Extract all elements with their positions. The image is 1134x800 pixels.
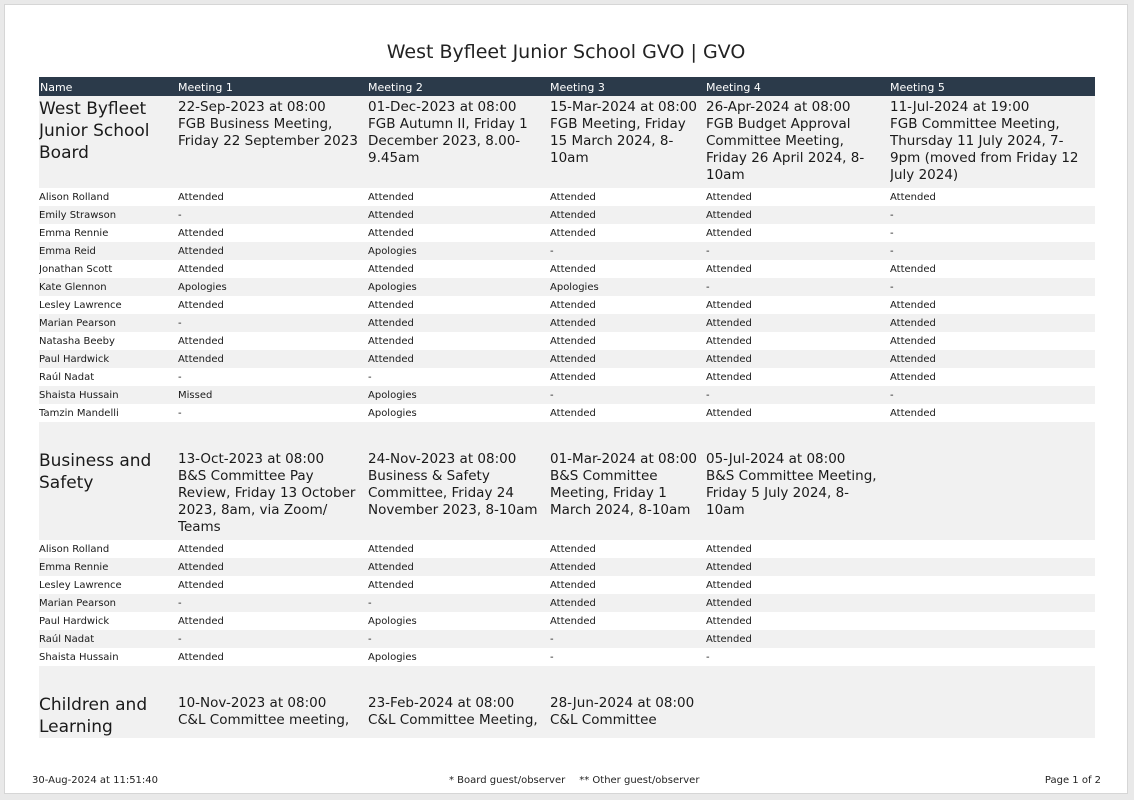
attendance-status: - (550, 630, 706, 648)
attendance-status: Attended (178, 579, 224, 591)
attendance-status: Attended (550, 558, 706, 576)
meeting-info (706, 692, 890, 738)
section-header-row (39, 96, 1095, 188)
member-name: Shaista Hussain (39, 386, 178, 404)
header-meeting-4: Meeting 4 (706, 77, 890, 96)
attendance-status: Attended (890, 350, 1095, 368)
attendance-status: Attended (706, 191, 752, 203)
attendance-status: - (706, 386, 890, 404)
meeting-title: B&S Committee Meeting, Friday 1 March 2024, 8-10am (550, 468, 691, 518)
table-row (39, 404, 1095, 422)
meeting-info (890, 692, 1095, 738)
attendance-status: Attended (550, 191, 596, 203)
member-name: Marian Pearson (39, 594, 178, 612)
attendance-status: Attended (706, 543, 752, 555)
attendance-status: Attended (178, 558, 368, 576)
attendance-status (890, 558, 1095, 576)
attendance-status: Attended (550, 615, 596, 627)
table-row (39, 350, 1095, 368)
attendance-status: Attended (178, 263, 224, 275)
header-meeting-2: Meeting 2 (368, 77, 550, 96)
attendance-status: - (550, 242, 706, 260)
attendance-status: - (706, 278, 890, 296)
attendance-status: Attended (368, 227, 414, 239)
meeting-date: 24-Nov-2023 at 08:00 (368, 451, 517, 467)
table-row (39, 368, 1095, 386)
attendance-status: Attended (368, 299, 414, 311)
table-row (39, 386, 1095, 404)
meeting-info (178, 448, 368, 540)
attendance-status: Attended (550, 579, 596, 591)
meeting-info (706, 448, 890, 540)
attendance-status: - (178, 630, 368, 648)
attendance-status: - (368, 594, 550, 612)
spacer-cell (706, 666, 890, 692)
meeting-title: FGB Meeting, Friday 15 March 2024, 8-10am (550, 116, 686, 166)
footer-page-number: Page 1 of 2 (1044, 775, 1101, 786)
attendance-status (890, 540, 1095, 558)
attendance-status: Attended (706, 579, 752, 591)
meeting-info (368, 96, 550, 188)
attendance-status: Apologies (368, 242, 550, 260)
member-name: Emma Reid (39, 242, 178, 260)
attendance-status: Attended (706, 615, 752, 627)
report-title: West Byfleet Junior School GVO | GVO (386, 41, 746, 63)
attendance-status: Attended (368, 206, 550, 224)
attendance-status: - (178, 314, 368, 332)
table-row (39, 242, 1095, 260)
attendance-status: Attended (178, 335, 224, 347)
attendance-status: Missed (178, 386, 368, 404)
table-row (39, 594, 1095, 612)
table-row (39, 296, 1095, 314)
spacer-cell (890, 666, 1095, 692)
attendance-status: Attended (550, 314, 706, 332)
member-name: Alison Rolland (39, 543, 110, 555)
attendance-status: Attended (706, 371, 752, 383)
meeting-info (706, 96, 890, 188)
section-header-row (39, 448, 1095, 540)
spacer-cell (706, 422, 890, 448)
attendance-status: - (178, 594, 368, 612)
spacer-cell (39, 422, 178, 448)
member-name: Emma Rennie (39, 227, 109, 239)
header-meeting-5: Meeting 5 (890, 77, 1095, 96)
member-name: Raúl Nadat (39, 630, 178, 648)
meeting-title: C&L Committee Meeting, (368, 712, 538, 728)
attendance-status: - (178, 407, 182, 419)
attendance-status: Attended (706, 263, 752, 275)
attendance-status: Attended (178, 543, 224, 555)
member-name: Natasha Beeby (39, 335, 115, 347)
table-row (39, 540, 1095, 558)
meeting-date: 23-Feb-2024 at 08:00 (368, 695, 515, 711)
attendance-status: Attended (550, 594, 706, 612)
meeting-info (890, 448, 1095, 540)
attendance-status: Attended (550, 543, 596, 555)
attendance-status: - (706, 242, 890, 260)
table-header (39, 77, 1095, 96)
table-row (39, 188, 1095, 206)
attendance-status: Apologies (368, 615, 417, 627)
meeting-info (178, 96, 368, 188)
meeting-info (368, 692, 550, 738)
attendance-status (890, 594, 1095, 612)
attendance-status: Attended (368, 335, 414, 347)
member-name: Raúl Nadat (39, 371, 95, 383)
attendance-status: Attended (368, 558, 550, 576)
attendance-status: Attended (550, 206, 706, 224)
attendance-status: - (890, 386, 1095, 404)
attendance-status: - (890, 242, 1095, 260)
attendance-status: Attended (550, 335, 596, 347)
member-name: Lesley Lawrence (39, 579, 122, 591)
header-meeting-3: Meeting 3 (550, 77, 706, 96)
member-name: Kate Glennon (39, 278, 178, 296)
attendance-status: Attended (178, 651, 224, 663)
member-name: Alison Rolland (39, 191, 110, 203)
member-name: Emily Strawson (39, 206, 178, 224)
meeting-info (368, 448, 550, 540)
attendance-status: - (178, 371, 182, 383)
attendance-status: Apologies (368, 407, 417, 419)
attendance-status: Apologies (178, 278, 368, 296)
header-name: Name (39, 77, 178, 96)
attendance-status: Attended (550, 227, 596, 239)
attendance-status: Attended (550, 263, 596, 275)
meeting-title: FGB Business Meeting, Friday 22 September 2023 (178, 116, 358, 149)
attendance-status: Attended (890, 263, 936, 275)
meeting-date: 28-Jun-2024 at 08:00 (550, 695, 695, 711)
attendance-status: - (368, 630, 550, 648)
attendance-status: Attended (706, 227, 752, 239)
meeting-info (550, 692, 706, 738)
attendance-status: Attended (706, 299, 752, 311)
spacer-cell (39, 666, 178, 692)
attendance-status (890, 648, 1095, 666)
attendance-status: - (890, 227, 894, 239)
footer-other-guest-note: ** Other guest/observer (579, 775, 700, 786)
meeting-date: 11-Jul-2024 at 19:00 (890, 99, 1030, 115)
attendance-status: Attended (706, 630, 890, 648)
meeting-info (550, 448, 706, 540)
member-name: Jonathan Scott (39, 263, 113, 275)
attendance-status: Attended (890, 407, 936, 419)
table-row (39, 224, 1095, 242)
header-meeting-1: Meeting 1 (178, 77, 368, 96)
member-name: Paul Hardwick (39, 615, 110, 627)
attendance-status: Attended (368, 263, 414, 275)
attendance-status (890, 630, 1095, 648)
table-row (39, 612, 1095, 630)
meeting-date: 10-Nov-2023 at 08:00 (178, 695, 327, 711)
attendance-status: Attended (178, 350, 368, 368)
header-row (39, 77, 1095, 96)
spacer-cell (890, 422, 1095, 448)
attendance-status: Attended (368, 579, 414, 591)
table-row (39, 260, 1095, 278)
footer-legend (449, 775, 699, 786)
attendance-status (890, 576, 1095, 594)
table-row (39, 576, 1095, 594)
attendance-status: Attended (706, 558, 890, 576)
section-name: Business and Safety (39, 448, 178, 540)
meeting-date: 15-Mar-2024 at 08:00 (550, 99, 697, 115)
attendance-status: - (550, 386, 706, 404)
table-row (39, 314, 1095, 332)
attendance-status: Attended (550, 350, 706, 368)
attendance-status: Attended (890, 191, 936, 203)
attendance-status: - (890, 278, 1095, 296)
attendance-status: Attended (178, 242, 368, 260)
meeting-title: Business & Safety Committee, Friday 24 November 2023, 8-10am (368, 468, 538, 518)
spacer-cell (368, 666, 550, 692)
attendance-status: Attended (706, 314, 890, 332)
meeting-info (890, 96, 1095, 188)
attendance-status: Apologies (368, 651, 417, 663)
section-spacer (39, 666, 1095, 692)
attendance-status: - (368, 371, 372, 383)
attendance-status: Attended (178, 615, 224, 627)
table-body (39, 96, 1095, 738)
section-name: West Byfleet Junior School Board (39, 96, 178, 188)
attendance-status: Attended (550, 407, 596, 419)
meeting-date: 22-Sep-2023 at 08:00 (178, 99, 326, 115)
meeting-date: 05-Jul-2024 at 08:00 (706, 451, 846, 467)
attendance-status: Attended (706, 350, 890, 368)
attendance-status: Attended (550, 371, 596, 383)
meeting-title: C&L Committee meeting, (178, 712, 350, 728)
meeting-title: FGB Committee Meeting, Thursday 11 July 2024, 7-9pm (moved from Friday 12 July 2024) (890, 116, 1079, 183)
footer-board-guest-note: * Board guest/observer (449, 775, 566, 786)
attendance-table (39, 77, 1095, 738)
meeting-title: C&L Committee (550, 712, 657, 728)
attendance-status: Apologies (368, 278, 550, 296)
spacer-cell (178, 422, 368, 448)
attendance-status: Attended (890, 371, 936, 383)
spacer-cell (550, 422, 706, 448)
table-row (39, 332, 1095, 350)
attendance-status: - (550, 651, 554, 663)
meeting-date: 01-Mar-2024 at 08:00 (550, 451, 697, 467)
member-name: Shaista Hussain (39, 651, 119, 663)
meeting-date: 26-Apr-2024 at 08:00 (706, 99, 851, 115)
attendance-status: Attended (706, 407, 752, 419)
footer-printed-at: 30-Aug-2024 at 11:51:40 (32, 775, 159, 786)
attendance-status: Attended (890, 335, 936, 347)
attendance-status: - (178, 206, 368, 224)
attendance-status: Attended (368, 314, 550, 332)
spacer-cell (550, 666, 706, 692)
attendance-status: - (890, 206, 1095, 224)
attendance-status: Attended (178, 191, 224, 203)
meeting-title: FGB Budget Approval Committee Meeting, Friday 26 April 2024, 8-10am (706, 116, 865, 183)
member-name: Tamzin Mandelli (39, 407, 119, 419)
attendance-status: Attended (890, 314, 1095, 332)
report-page (4, 4, 1128, 794)
attendance-status: Attended (550, 299, 596, 311)
attendance-status: Apologies (368, 386, 550, 404)
table-row (39, 648, 1095, 666)
meeting-date: 13-Oct-2023 at 08:00 (178, 451, 325, 467)
attendance-status: Attended (890, 299, 936, 311)
spacer-cell (178, 666, 368, 692)
attendance-status: Attended (368, 350, 550, 368)
section-header-row (39, 692, 1095, 738)
meeting-title: FGB Autumn II, Friday 1 December 2023, 8.00-9.45am (368, 116, 528, 166)
attendance-status: Attended (368, 191, 414, 203)
attendance-status: - (706, 651, 710, 663)
meeting-title: B&S Committee Meeting, Friday 5 July 2024, 8-10am (706, 468, 877, 518)
member-name: Marian Pearson (39, 314, 178, 332)
attendance-status: Attended (178, 227, 224, 239)
section-name: Children and Learning (39, 692, 178, 738)
table-row (39, 206, 1095, 224)
meeting-title: B&S Committee Pay Review, Friday 13 October 2023, 8am, via Zoom/ Teams (178, 468, 356, 535)
attendance-status: Attended (706, 335, 752, 347)
attendance-status: Attended (706, 594, 890, 612)
member-name: Emma Rennie (39, 558, 178, 576)
member-name: Paul Hardwick (39, 350, 178, 368)
attendance-status (890, 612, 1095, 630)
table-row (39, 558, 1095, 576)
attendance-status: Attended (706, 206, 890, 224)
section-spacer (39, 422, 1095, 448)
attendance-status: Apologies (550, 278, 706, 296)
table-row (39, 630, 1095, 648)
spacer-cell (368, 422, 550, 448)
table-row (39, 278, 1095, 296)
member-name: Lesley Lawrence (39, 299, 122, 311)
attendance-status: Attended (178, 299, 224, 311)
meeting-info (178, 692, 368, 738)
meeting-info (550, 96, 706, 188)
attendance-status: Attended (368, 543, 414, 555)
meeting-date: 01-Dec-2023 at 08:00 (368, 99, 517, 115)
